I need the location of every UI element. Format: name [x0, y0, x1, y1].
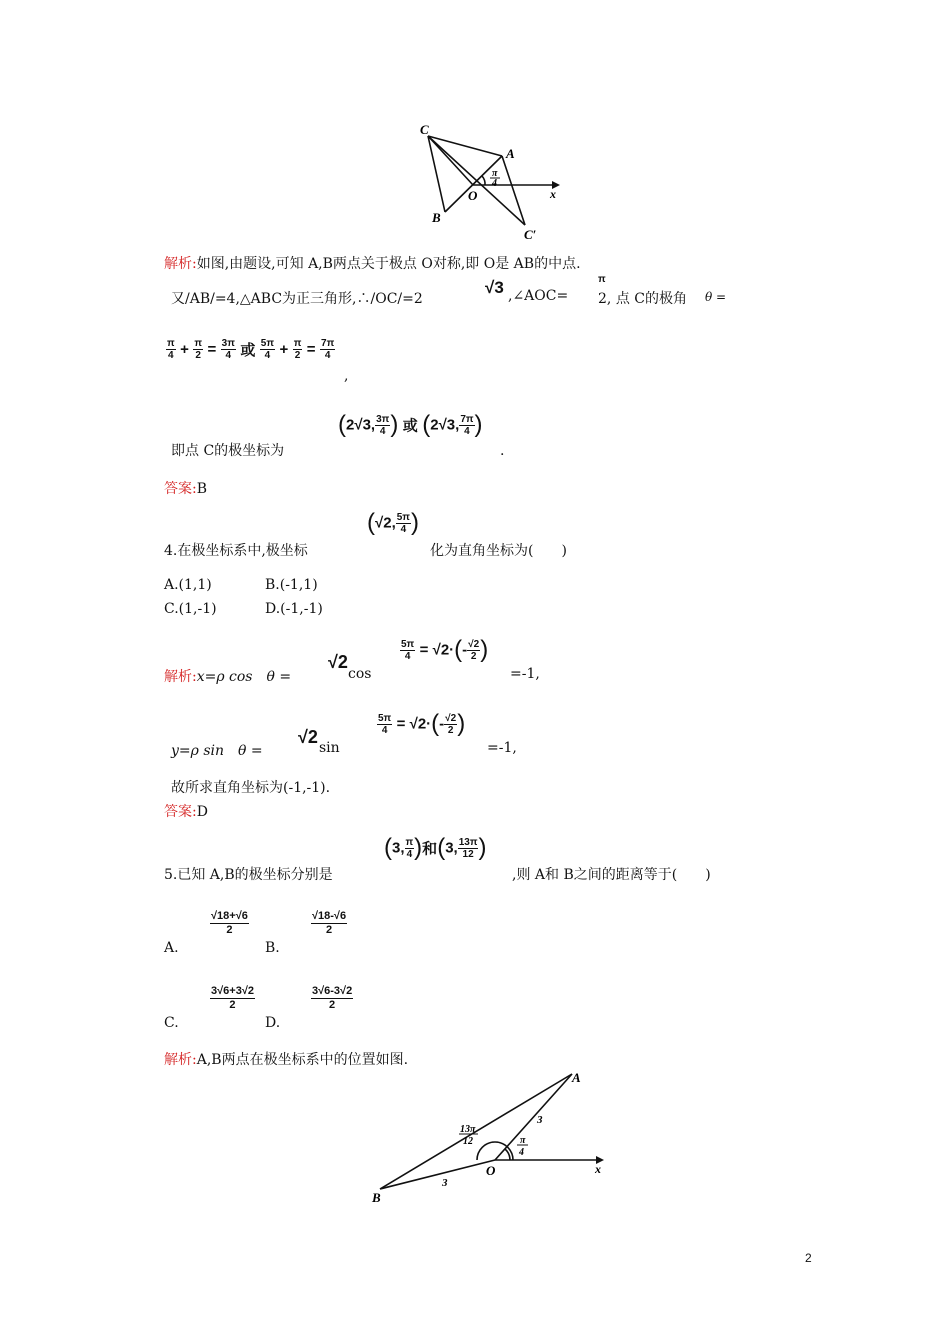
sqrt3: √3 — [485, 278, 504, 297]
q4-conclusion: 故所求直角坐标为(-1,-1). — [171, 780, 331, 796]
q4-option-c: C.(1,-1) — [164, 601, 217, 617]
q3-line4a: 即点 C的极坐标为 — [171, 443, 285, 459]
sqrt2-y: √2 — [298, 727, 318, 747]
q3-line2c: 2, 点 C的极角 — [598, 291, 687, 307]
angle1-num: 13π — [460, 1124, 476, 1135]
page-number: 2 — [805, 1251, 812, 1265]
q4-x-line: 解析:x=ρ cos θ = — [164, 669, 292, 685]
label-o: O — [468, 188, 478, 203]
angle-num: π — [492, 168, 498, 179]
q3-answer: 答案:B — [164, 481, 208, 497]
label-b: B — [432, 210, 441, 225]
q3-line2a: 又/AB/=4,△ABC为正三角形,∴/OC/=2 — [171, 291, 423, 307]
q3-line1 — [164, 253, 581, 273]
q4-option-d: D.(-1,-1) — [265, 601, 323, 617]
label-c-prime: C′ — [524, 227, 537, 242]
figure-points-ab — [360, 1062, 620, 1210]
x-expression: $\frac{5\pi}{4}$ = √2·(- $\frac{√2}{2}$ ) — [401, 636, 489, 663]
q3-line2b: ,∠AOC= — [508, 288, 569, 304]
angle2-den: 4 — [519, 1147, 524, 1158]
coord-expression: (2√3, $\frac{3\pi}{4}$ ) 或 (2√3, $\frac{7\pi}{4}$ ) — [338, 411, 483, 438]
q5-option-a-label: A. — [164, 940, 179, 956]
y-expression: $\frac{5\pi}{4}$ = √2·(- $\frac{√2}{2}$ ) — [378, 710, 466, 737]
figure-triangle-abc — [410, 118, 570, 248]
label-x: x — [550, 187, 556, 201]
length-ob: 3 — [442, 1177, 448, 1189]
angle-expression: $\frac{\pi}{4}$ + $\frac{\pi}{2}$ = $\frac{3\pi}{4}$ 或 $\frac{5\pi}{4}$ + $\frac{\pi}{2}$ = $\frac{7\pi}{4}$ — [167, 338, 335, 361]
q5-coords: (3, $\frac{\pi}{4}$ )和(3, $\frac{13\pi}{12}$ ) — [384, 834, 487, 861]
label-o: O — [486, 1163, 496, 1178]
angle1-den: 12 — [463, 1136, 473, 1147]
q5-option-b-label: B. — [265, 940, 280, 956]
y-result: =-1, — [487, 740, 517, 756]
q3-text: 如图,由题设,可知 A,B两点关于极点 O对称,即 O是 AB的中点. — [196, 256, 581, 272]
q5-option-d-label: D. — [265, 1015, 281, 1031]
sqrt2-x: √2 — [328, 652, 348, 672]
cos: cos — [348, 666, 372, 682]
jiexi-label: 解析: — [164, 256, 197, 272]
q4-stem-a: 4.在极坐标系中,极坐标 — [164, 543, 308, 559]
sin: sin — [319, 740, 340, 756]
label-x: x — [595, 1162, 601, 1176]
x-result: =-1, — [510, 666, 540, 682]
theta-eq: θ = — [705, 290, 727, 304]
comma: , — [344, 368, 349, 384]
q4-answer: 答案:D — [164, 804, 208, 820]
q5-option-b-value: $\frac{√18-√6}{2}$ — [312, 910, 347, 936]
q5-stem-b: ,则 A和 B之间的距离等于( ) — [512, 867, 711, 883]
label-b: B — [372, 1190, 381, 1205]
q5-stem-a: 5.已知 A,B的极坐标分别是 — [164, 867, 333, 883]
q4-coord: (√2, $\frac{5\pi}{4}$ ) — [367, 509, 419, 536]
label-a: A — [506, 146, 515, 161]
q5-option-c-label: C. — [164, 1015, 179, 1031]
angle-den: 4 — [492, 178, 497, 189]
half-pi-num: π — [598, 274, 606, 285]
q4-option-a: A.(1,1) — [164, 577, 212, 593]
q4-option-b: B.(-1,1) — [265, 577, 318, 593]
q5-option-a-value: $\frac{√18+√6}{2}$ — [211, 910, 248, 936]
label-a: A — [572, 1070, 581, 1085]
q4-y-line: y=ρ sin θ = — [171, 743, 263, 759]
q5-jiexi: 解析:A,B两点在极坐标系中的位置如图. — [164, 1052, 409, 1068]
angle2-num: π — [520, 1135, 526, 1146]
length-oa: 3 — [537, 1114, 543, 1126]
q5-option-d-value: $\frac{3√6-3√2}{2}$ — [312, 985, 353, 1011]
q4-stem-b: 化为直角坐标为( ) — [430, 543, 567, 559]
period: . — [500, 443, 505, 459]
label-c: C — [420, 122, 429, 137]
q5-option-c-value: $\frac{3√6+3√2}{2}$ — [211, 985, 254, 1011]
